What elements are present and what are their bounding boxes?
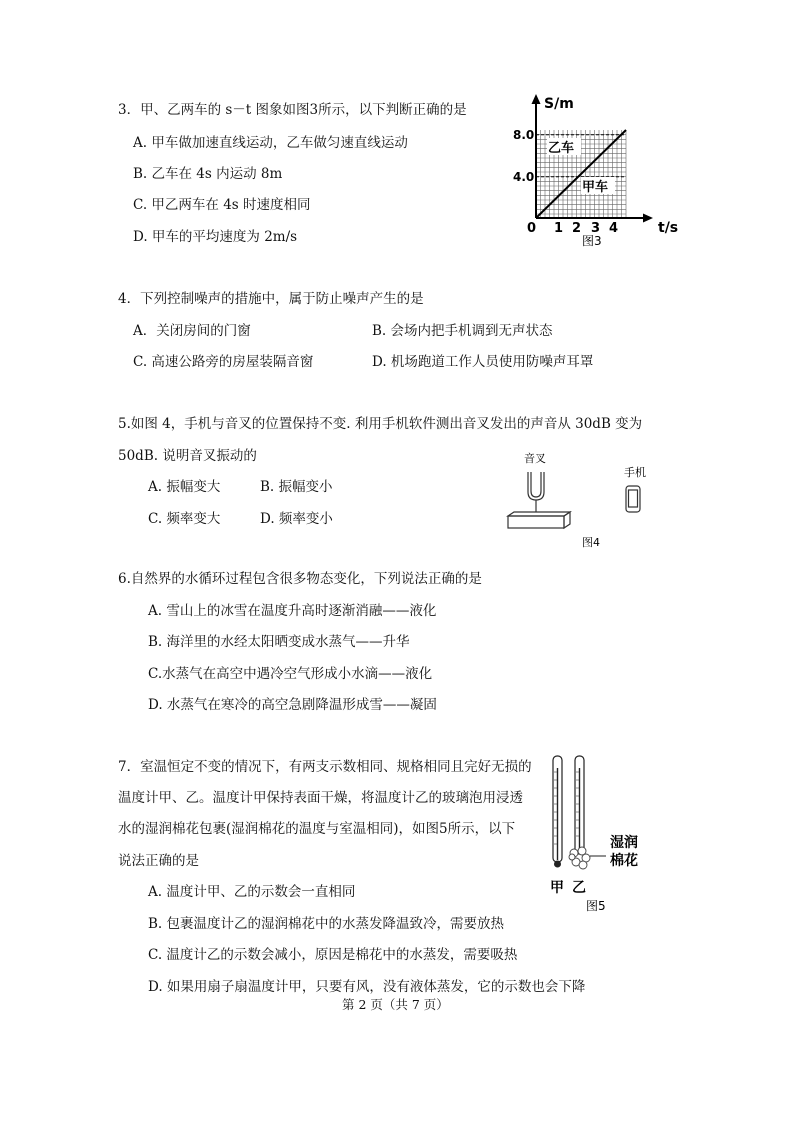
figure-4-fork-and-phone — [500, 446, 660, 551]
figure-4-caption: 图4 — [582, 536, 600, 549]
x-axis-arrow-icon — [643, 214, 653, 223]
q3-option-b: B. 乙车在 4s 内运动 8m — [133, 166, 283, 182]
x-axis-label: t/s — [658, 220, 679, 236]
tuning-fork-icon — [528, 472, 544, 512]
q7-option-b: B. 包裹温度计乙的湿润棉花中的水蒸发降温致冷，需要放热 — [148, 916, 505, 932]
cotton-label-1: 湿润 — [610, 835, 638, 851]
thermometer-jia-label: 甲 — [550, 880, 564, 896]
thermometer-yi-icon — [575, 756, 584, 854]
cotton-label-2: 棉花 — [610, 853, 638, 869]
y-tick-4: 4.0 — [513, 170, 535, 184]
q5-stem-line-2: 50dB. 说明音叉振动的 — [118, 448, 257, 464]
figure-3-st-graph — [512, 92, 702, 252]
x-tick-0: 0 — [527, 221, 537, 236]
q5-option-d: D. 频率变小 — [260, 511, 333, 527]
q7-option-c: C. 温度计乙的示数会减小，原因是棉花中的水蒸发，需要吸热 — [148, 947, 518, 963]
x-tick-2: 2 — [572, 221, 582, 236]
q4-option-c: C. 高速公路旁的房屋装隔音窗 — [133, 354, 314, 370]
tuning-fork-label: 音叉 — [524, 452, 546, 465]
y-axis-arrow-icon — [532, 94, 541, 104]
q5-option-a: A. 振幅变大 — [148, 479, 221, 495]
jia-car-label: 甲车 — [582, 180, 609, 195]
q3-option-a: A. 甲车做加速直线运动，乙车做匀速直线运动 — [133, 135, 408, 151]
q4-option-a: A．关闭房间的门窗 — [133, 323, 251, 339]
x-tick-4: 4 — [609, 221, 619, 236]
q3-option-c: C. 甲乙两车在 4s 时速度相同 — [133, 197, 311, 213]
phone-icon — [626, 486, 640, 512]
thermometer-yi-label: 乙 — [572, 880, 586, 896]
q7-stem-line-1: 7．室温恒定不变的情况下，有两支示数相同、规格相同且完好无损的 — [118, 759, 532, 775]
q7-stem-line-2: 温度计甲、乙。温度计甲保持表面干燥，将温度计乙的玻璃泡用浸透 — [118, 790, 523, 806]
q3-option-d: D. 甲车的平均速度为 2m/s — [133, 229, 298, 245]
page-number: 第 2 页（共 7 页） — [342, 997, 449, 1012]
wet-cotton-icon — [569, 847, 590, 869]
y-axis-label: S/m — [544, 96, 574, 112]
q5-option-b: B. 振幅变小 — [260, 479, 333, 495]
q6-option-c: C.水蒸气在高空中遇冷空气形成小水滴——液化 — [148, 666, 433, 682]
x-tick-3: 3 — [591, 221, 601, 236]
figure-5-caption: 图5 — [586, 899, 606, 913]
phone-label: 手机 — [624, 466, 646, 479]
q7-option-d: D. 如果用扇子扇温度计甲，只要有风，没有液体蒸发，它的示数也会下降 — [148, 979, 586, 995]
q6-option-a: A. 雪山上的冰雪在温度升高时逐渐消融——液化 — [148, 603, 437, 619]
q4-option-d: D. 机场跑道工作人员使用防噪声耳罩 — [372, 354, 594, 370]
q3-stem: 3．甲、乙两车的 s－t 图象如图3所示，以下判断正确的是 — [118, 102, 467, 118]
thermometer-jia-icon — [553, 756, 562, 868]
resonance-box-icon — [508, 512, 570, 528]
q6-option-d: D. 水蒸气在寒冷的高空急剧降温形成雪——凝固 — [148, 697, 437, 713]
figure-5-thermometers — [544, 752, 654, 917]
x-tick-1: 1 — [554, 221, 564, 236]
yi-car-label: 乙车 — [548, 141, 575, 156]
q6-stem: 6.自然界的水循环过程包含很多物态变化，下列说法正确的是 — [118, 571, 482, 587]
q5-option-c: C. 频率变大 — [148, 511, 221, 527]
q5-stem-line-1: 5.如图 4，手机与音叉的位置保持不变. 利用手机软件测出音叉发出的声音从 30dB 变为 — [118, 416, 643, 432]
y-tick-8: 8.0 — [513, 128, 535, 142]
figure-3-caption: 图3 — [582, 234, 602, 248]
q7-stem-line-3: 水的湿润棉花包裹(湿润棉花的温度与室温相同)，如图5所示，以下 — [118, 821, 516, 837]
q6-option-b: B. 海洋里的水经太阳晒变成水蒸气——升华 — [148, 634, 410, 650]
q7-option-a: A. 温度计甲、乙的示数会一直相同 — [148, 884, 356, 900]
q7-stem-line-4: 说法正确的是 — [118, 853, 199, 869]
q4-stem: 4．下列控制噪声的措施中，属于防止噪声产生的是 — [118, 291, 424, 307]
q4-option-b: B. 会场内把手机调到无声状态 — [372, 323, 553, 339]
